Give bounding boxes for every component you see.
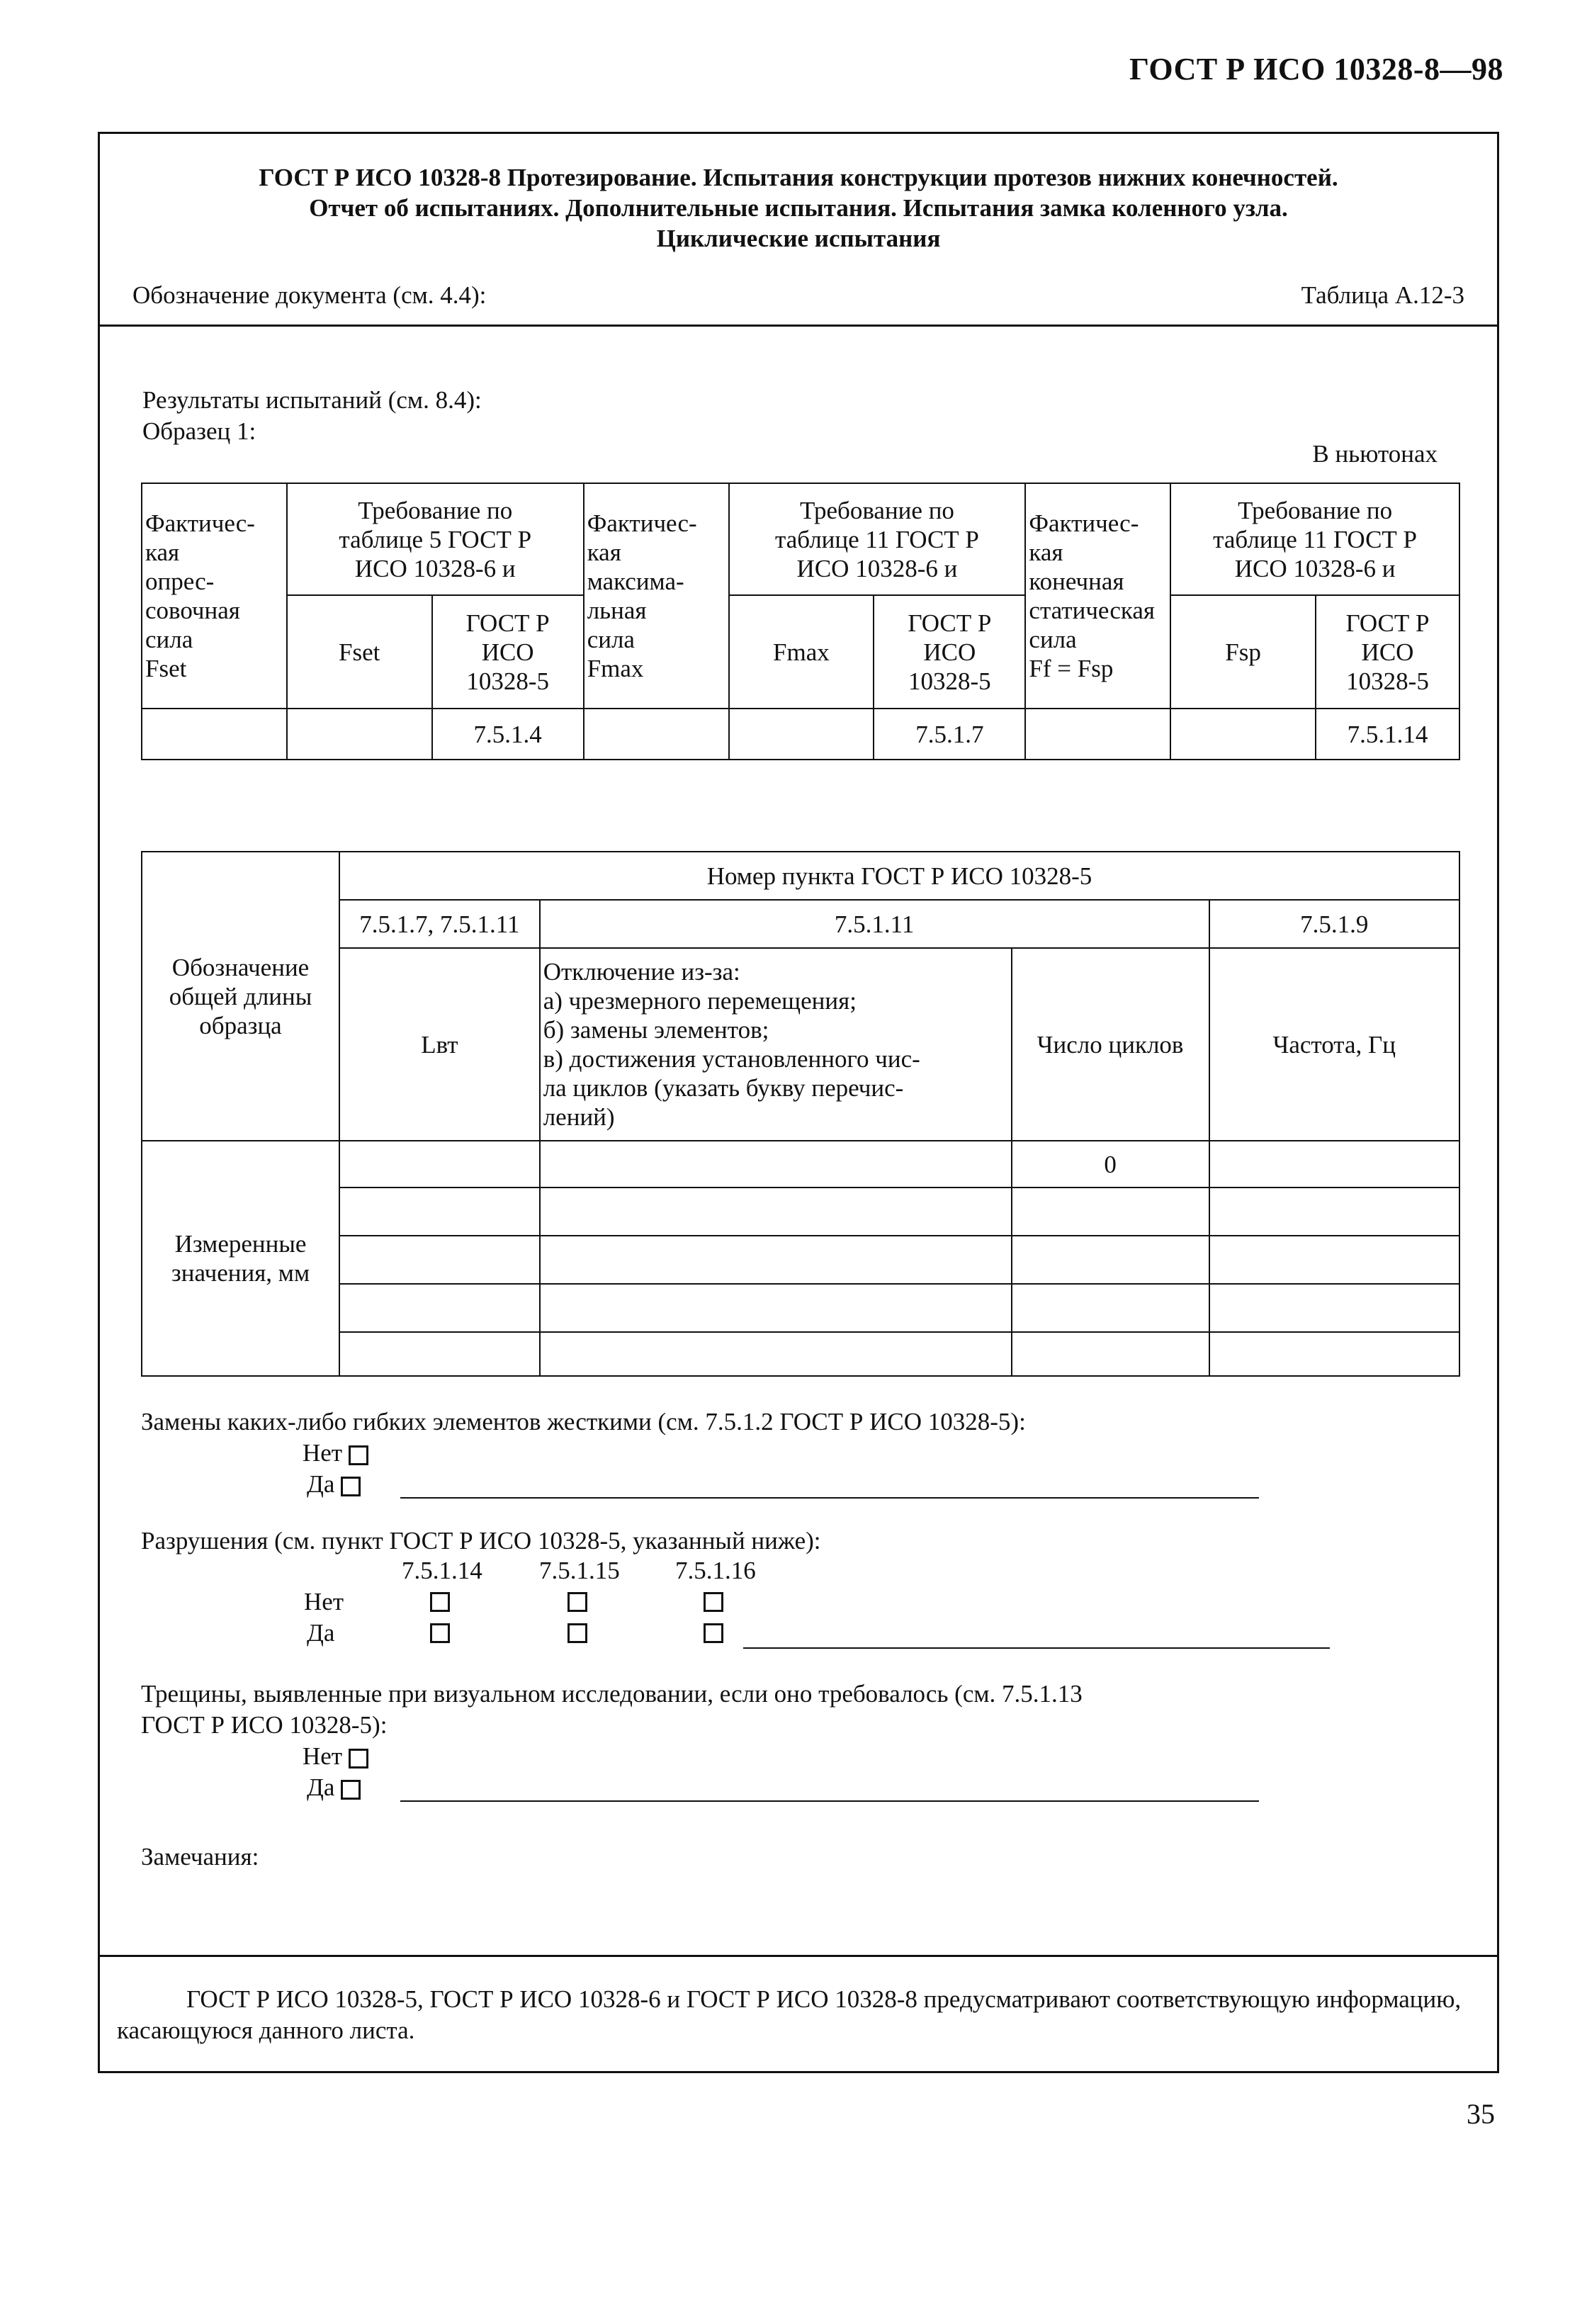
table-cell[interactable] [540, 1141, 1012, 1188]
cracks-yes-row [307, 1772, 361, 1803]
title-line-2: Отчет об испытаниях. Дополнительные испытания. Испытания замка коленного узла. [309, 194, 1288, 222]
table-cell[interactable] [339, 1188, 540, 1236]
replacement-details-line[interactable] [400, 1497, 1259, 1499]
clause-number-header: Номер пункта ГОСТ Р ИСО 10328-5 [339, 852, 1459, 900]
shutdown-reason-header: Отключение из-за: а) чрезмерного перемещения; б) замены элементов; в) достижения установленного чис- ла циклов (указать букву перечис- лений) [540, 948, 1012, 1141]
actual-final-static-force-header: Фактичес- кая конечная статическая сила Ff = Fsp [1025, 483, 1170, 709]
fracture-7-5-1-14-no-checkbox[interactable] [430, 1592, 450, 1612]
fracture-yes-label: Да [307, 1619, 335, 1647]
clause-ref-1: 7.5.1.4 [432, 709, 584, 760]
fsp-header: Fsp [1170, 595, 1316, 709]
fsp-req-value-cell[interactable] [1170, 709, 1316, 760]
table-cell[interactable] [1209, 1188, 1459, 1236]
replacement-no-row [303, 1438, 368, 1469]
yes-label: Да [307, 1470, 335, 1498]
fmax-req-value-cell[interactable] [729, 709, 874, 760]
results-header [142, 385, 482, 447]
results-label: Результаты испытаний (см. 8.4): [142, 386, 482, 414]
no-label: Нет [303, 1439, 343, 1467]
fracture-7-5-1-15-yes-checkbox[interactable] [567, 1623, 587, 1643]
frequency-header: Частота, Гц [1209, 948, 1459, 1141]
clause-7517-7511: 7.5.1.7, 7.5.1.11 [339, 900, 540, 948]
fracture-question: Разрушения (см. пункт ГОСТ Р ИСО 10328-5, указанный ниже): [141, 1527, 821, 1555]
replacement-yes-checkbox[interactable] [341, 1477, 361, 1496]
fracture-clause-7-5-1-16: 7.5.1.16 [675, 1557, 756, 1584]
title-line-3: Циклические испытания [656, 225, 941, 252]
table-cell[interactable] [1209, 1284, 1459, 1332]
actual-max-force-header: Фактичес- кая максима- льная сила Fmax [584, 483, 729, 709]
page-number: 35 [1467, 2098, 1495, 2130]
table-cell[interactable] [339, 1236, 540, 1284]
cracks-no-row [303, 1741, 368, 1772]
requirement-header-3: Требование по таблице 11 ГОСТ Р ИСО 10328-6 и [1170, 483, 1459, 595]
table-cell[interactable] [339, 1332, 540, 1376]
title-block [100, 134, 1497, 327]
table-cell[interactable] [1012, 1236, 1209, 1284]
replacement-yes-row [307, 1469, 361, 1500]
length-designation-header: Обозначение общей длины образца [142, 852, 339, 1141]
gost-header-3: ГОСТ Р ИСО 10328-5 [1316, 595, 1459, 709]
table-cell[interactable] [339, 1284, 540, 1332]
report-form-frame [98, 132, 1499, 2073]
fracture-no-label: Нет [304, 1588, 344, 1615]
table-cell[interactable] [1012, 1284, 1209, 1332]
remarks-label: Замечания: [141, 1843, 259, 1871]
cracks-yes-checkbox[interactable] [341, 1780, 361, 1800]
cracks-question [141, 1679, 1083, 1741]
form-title [100, 162, 1497, 254]
table-cell[interactable] [1012, 1332, 1209, 1376]
cracks-question-line-1: Трещины, выявленные при визуальном исследовании, если оно требовалось (см. 7.5.1.13 [141, 1680, 1083, 1708]
cracks-no-checkbox[interactable] [349, 1749, 368, 1769]
cracks-question-line-2: ГОСТ Р ИСО 10328-5): [141, 1711, 388, 1739]
requirement-header-1: Требование по таблице 5 ГОСТ Р ИСО 10328-6 и [287, 483, 584, 595]
cycles-value-cell[interactable]: 0 [1012, 1141, 1209, 1188]
forces-table [141, 483, 1460, 760]
no-label: Нет [303, 1742, 343, 1770]
cracks-details-line[interactable] [400, 1800, 1259, 1802]
title-line-1: ГОСТ Р ИСО 10328-8 Протезирование. Испытания конструкции протезов нижних конечностей. [259, 164, 1338, 191]
table-cell[interactable] [1209, 1141, 1459, 1188]
ff-value-cell[interactable] [1025, 709, 1170, 760]
fracture-clause-7-5-1-14: 7.5.1.14 [402, 1557, 482, 1584]
sample-label: Образец 1: [142, 417, 256, 445]
fracture-clause-7-5-1-15: 7.5.1.15 [539, 1557, 620, 1584]
table-cell[interactable] [1012, 1188, 1209, 1236]
table-cell[interactable] [540, 1332, 1012, 1376]
fmax-value-cell[interactable] [584, 709, 729, 760]
lbt-header: Lвт [339, 948, 540, 1141]
units-label: В ньютонах [1312, 440, 1438, 468]
clause-ref-3: 7.5.1.14 [1316, 709, 1459, 760]
fracture-7-5-1-15-no-checkbox[interactable] [567, 1592, 587, 1612]
fset-req-value-cell[interactable] [287, 709, 432, 760]
replacement-no-checkbox[interactable] [349, 1445, 368, 1465]
clause-75111: 7.5.1.11 [540, 900, 1209, 948]
requirement-header-2: Требование по таблице 11 ГОСТ Р ИСО 10328-6 и [729, 483, 1026, 595]
fracture-details-line[interactable] [743, 1647, 1330, 1649]
document-designation-label: Обозначение документа (см. 4.4): [132, 281, 487, 309]
fracture-7-5-1-16-yes-checkbox[interactable] [704, 1623, 723, 1643]
fmax-header: Fmax [729, 595, 874, 709]
table-cell[interactable] [540, 1188, 1012, 1236]
table-cell[interactable] [1209, 1236, 1459, 1284]
table-cell[interactable] [339, 1141, 540, 1188]
fset-value-cell[interactable] [142, 709, 287, 760]
clause-7519: 7.5.1.9 [1209, 900, 1459, 948]
table-cell[interactable] [1209, 1332, 1459, 1376]
table-id-label: Таблица А.12-3 [1301, 281, 1464, 309]
table-cell[interactable] [540, 1236, 1012, 1284]
measured-values-label: Измеренные значения, мм [142, 1141, 339, 1376]
cyclic-test-table [141, 851, 1460, 1377]
yes-label: Да [307, 1773, 335, 1801]
gost-header-2: ГОСТ Р ИСО 10328-5 [874, 595, 1025, 709]
fracture-7-5-1-14-yes-checkbox[interactable] [430, 1623, 450, 1643]
fracture-7-5-1-16-no-checkbox[interactable] [704, 1592, 723, 1612]
clause-ref-2: 7.5.1.7 [874, 709, 1025, 760]
document-code-header: ГОСТ Р ИСО 10328-8—98 [1129, 52, 1503, 86]
table-cell[interactable] [540, 1284, 1012, 1332]
cycles-header: Число циклов [1012, 948, 1209, 1141]
replacement-question: Замены каких-либо гибких элементов жесткими (см. 7.5.1.2 ГОСТ Р ИСО 10328-5): [141, 1408, 1026, 1435]
footer-block [100, 1955, 1497, 2071]
fset-header: Fset [287, 595, 432, 709]
actual-preset-force-header: Фактичес- кая опрес- совочная сила Fset [142, 483, 287, 709]
gost-header-1: ГОСТ Р ИСО 10328-5 [432, 595, 584, 709]
footer-note: ГОСТ Р ИСО 10328-5, ГОСТ Р ИСО 10328-6 и ГОСТ Р ИСО 10328-8 предусматривают соответствующую информацию, касающуюся данного листа. [117, 1985, 1462, 2044]
